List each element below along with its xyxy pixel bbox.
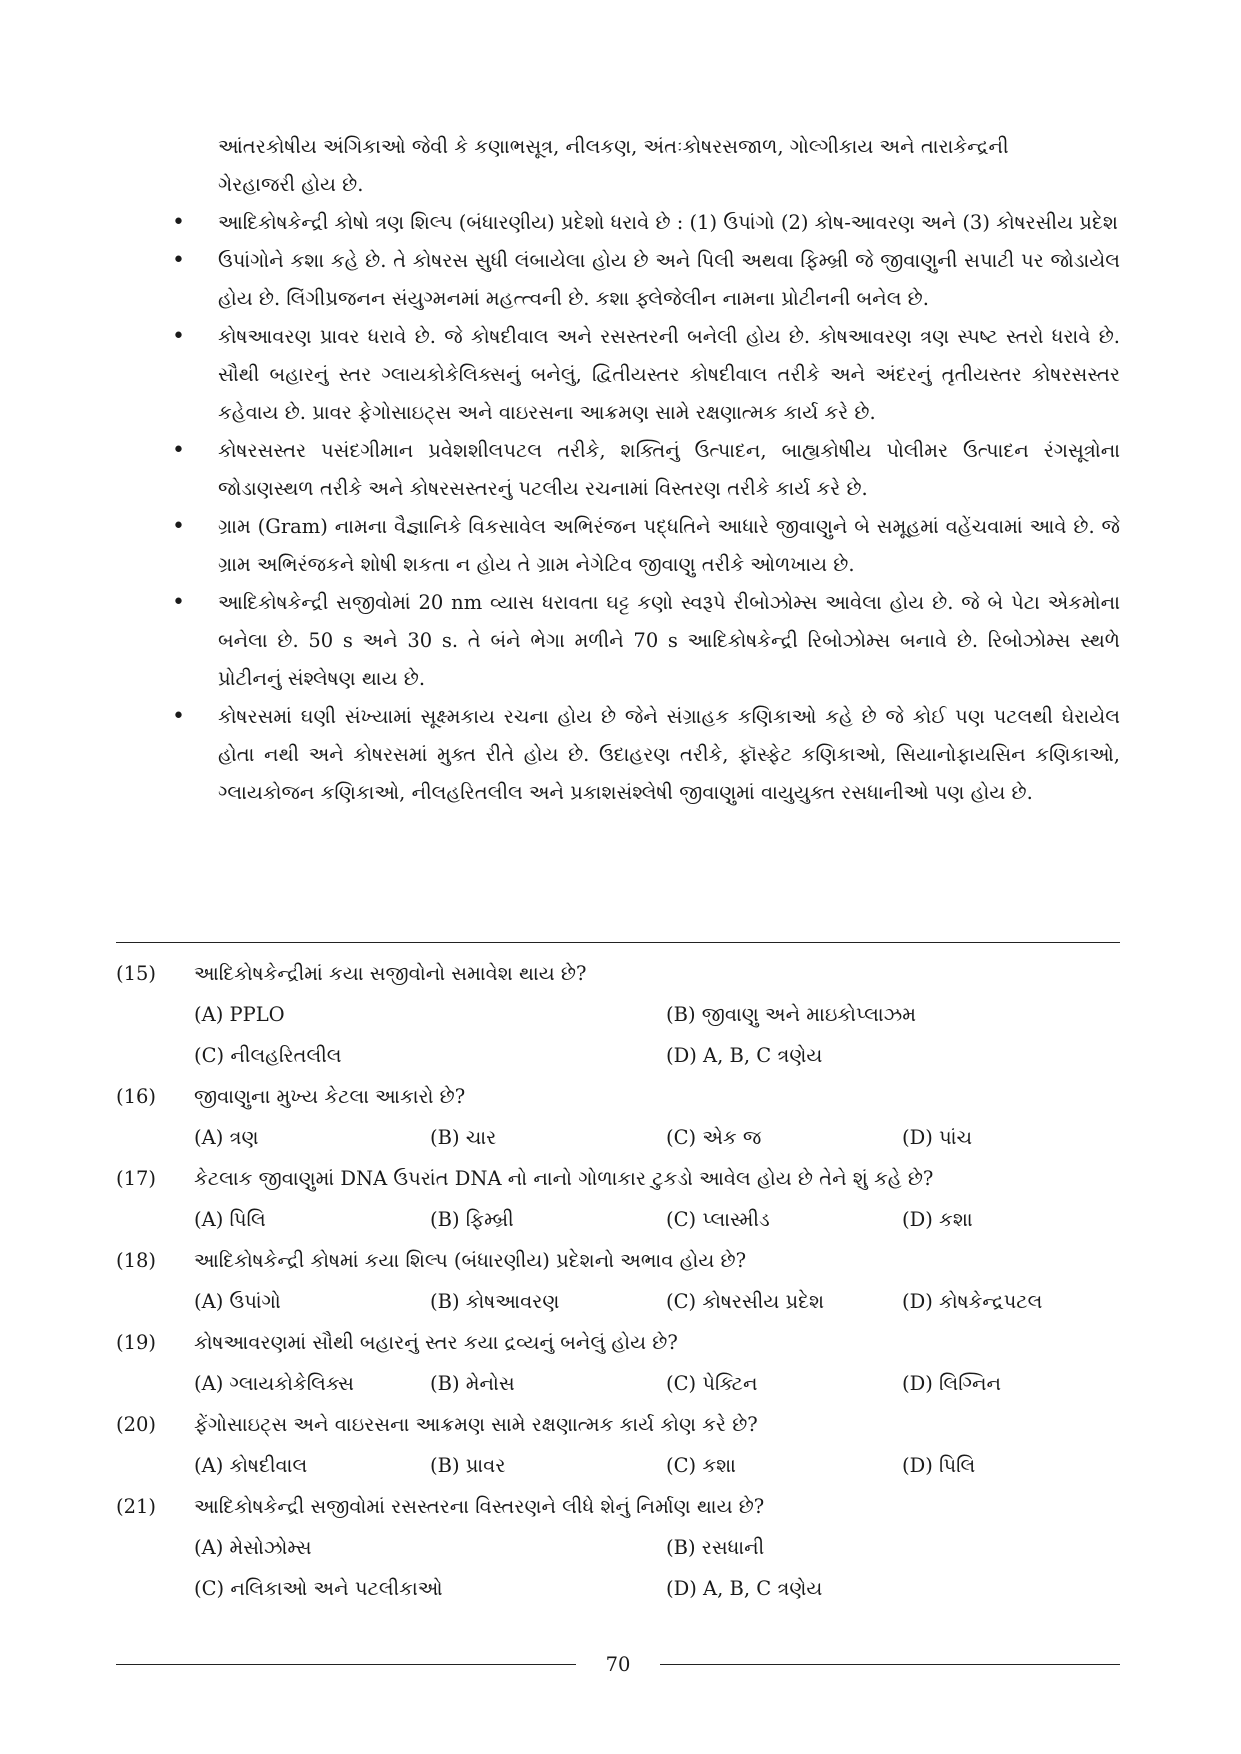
- answer-option: (D) A, B, C ત્રણેય: [666, 1577, 823, 1600]
- answer-option: (C) કશા: [666, 1454, 736, 1477]
- bullet-item: [170, 584, 1120, 698]
- answer-option: (C) પ્લાસ્મીડ: [666, 1208, 770, 1231]
- question-text: ફેંગોસાઇટ્સ અને વાઇરસના આક્રમણ સામે રક્ષણાત્મક કાર્ય કોણ કરે છે?: [194, 1413, 758, 1436]
- question-text: આદિકોષકેન્દ્રી સજીવોમાં રસસ્તરના વિસ્તરણને લીધે શેનું નિર્માણ થાય છે?: [194, 1495, 765, 1518]
- section-divider: [116, 942, 1120, 943]
- question-list: [116, 953, 1120, 1609]
- options-row: [194, 1363, 1120, 1404]
- options-row: [194, 1445, 1120, 1486]
- question-stem: [116, 1076, 1120, 1117]
- answer-option: (B) મેનોસ: [430, 1372, 515, 1395]
- question-text: કોષઆવરણમાં સૌથી બહારનું સ્તર કયા દ્રવ્યનું બનેલું હોય છે?: [194, 1331, 678, 1354]
- bullet-item: [170, 318, 1120, 432]
- answer-option: (D) કોષકેન્દ્રપટલ: [902, 1290, 1043, 1313]
- question-number: (20): [116, 1413, 157, 1436]
- answer-option: (C) પેક્ટિન: [666, 1372, 758, 1395]
- question-item: [116, 953, 1120, 1076]
- answer-option: (A) ગ્લાયકોકેલિક્સ: [194, 1372, 354, 1395]
- bullet-dot-icon: •: [172, 704, 185, 729]
- answer-option: (D) લિગ્નિન: [902, 1372, 1001, 1395]
- summary-notes: [170, 128, 1120, 812]
- question-text: જીવાણુના મુખ્ય કેટલા આકારો છે?: [194, 1085, 466, 1108]
- question-text: કેટલાક જીવાણુમાં DNA ઉપરાંત DNA નો નાનો ગોળાકાર ટુકડો આવેલ હોય છે તેને શું કહે છે?: [194, 1167, 934, 1190]
- answer-option: (A) મેસોઝોમ્સ: [194, 1536, 312, 1559]
- question-item: [116, 1240, 1120, 1322]
- question-number: (16): [116, 1085, 157, 1108]
- answer-option: (B) ફિમ્બ્રી: [430, 1208, 514, 1231]
- intro-line-1: આંતરકોષીય અંગિકાઓ જેવી કે કણાભસૂત્ર, નીલકણ, અંતઃકોષરસજાળ, ગોલ્ગીકાય અને તારાકેન્દ્રની: [218, 135, 1009, 158]
- question-stem: [116, 1486, 1120, 1527]
- bullet-dot-icon: •: [172, 248, 185, 273]
- intro-line-2: ગેરહાજરી હોય છે.: [218, 173, 364, 196]
- bullet-text: આદિકોષકેન્દ્રી સજીવોમાં 20 nm વ્યાસ ધરાવતા ઘટ્ટ કણો સ્વરૂપે રીબોઝોમ્સ આવેલા હોય છે. જે બે પેટા એકમોના બનેલા છે. 50 s અને 30 s. તે બંને ભેગા મળીને 70 s આદિકોષકેન્દ્રી રિબોઝોમ્સ બનાવે છે. રિબોઝોમ્સ સ્થળે પ્રોટીનનું સંશ્લેષણ થાય છે.: [218, 591, 1120, 690]
- question-number: (18): [116, 1249, 157, 1272]
- answer-option: (B) પ્રાવર: [430, 1454, 506, 1477]
- page-number: 70: [605, 1653, 631, 1676]
- question-stem: [116, 1404, 1120, 1445]
- answer-option: (D) પાંચ: [902, 1126, 973, 1149]
- question-item: [116, 1158, 1120, 1240]
- answer-option: (B) કોષઆવરણ: [430, 1290, 560, 1313]
- question-text: આદિકોષકેન્દ્રીમાં કયા સજીવોનો સમાવેશ થાય છે?: [194, 962, 587, 985]
- question-number: (19): [116, 1331, 157, 1354]
- bullet-dot-icon: •: [172, 514, 185, 539]
- options-row: [194, 1199, 1120, 1240]
- question-stem: [116, 1240, 1120, 1281]
- answer-option: (C) નીલહરિતલીલ: [194, 1044, 342, 1067]
- answer-option: (A) ઉપાંગો: [194, 1290, 281, 1313]
- options-row: [194, 994, 1120, 1035]
- footer-rule-right: [660, 1664, 1120, 1665]
- bullet-item: [170, 508, 1120, 584]
- answer-option: (A) ત્રણ: [194, 1126, 259, 1149]
- options-row: [194, 1281, 1120, 1322]
- bullet-item: [170, 204, 1120, 242]
- bullet-dot-icon: •: [172, 324, 185, 349]
- bullet-item: [170, 698, 1120, 812]
- options-row: [194, 1035, 1120, 1076]
- page-footer: [116, 1650, 1120, 1680]
- bullet-list: [170, 204, 1120, 812]
- answer-option: (C) કોષરસીય પ્રદેશ: [666, 1290, 825, 1313]
- question-item: [116, 1076, 1120, 1158]
- answer-option: (B) રસધાની: [666, 1536, 765, 1559]
- options-row: [194, 1527, 1120, 1568]
- question-item: [116, 1404, 1120, 1486]
- question-stem: [116, 953, 1120, 994]
- options-row: [194, 1117, 1120, 1158]
- answer-option: (A) પિલિ: [194, 1208, 266, 1231]
- answer-option: (C) એક જ: [666, 1126, 762, 1149]
- bullet-dot-icon: •: [172, 438, 185, 463]
- bullet-text: કોષરસમાં ઘણી સંખ્યામાં સૂક્ષ્મકાય રચના હોય છે જેને સંગ્રાહક કણિકાઓ કહે છે જે કોઈ પણ પટલથી ઘેરાયેલ હોતા નથી અને કોષરસમાં મુક્ત રીતે હોય છે. ઉદાહરણ તરીકે, ફૉસ્ફેટ કણિકાઓ, સિયાનોફાયસિન કણિકાઓ, ગ્લાયકોજન કણિકાઓ, નીલહરિતલીલ અને પ્રકાશસંશ્લેષી જીવાણુમાં વાયુયુક્ત રસધાનીઓ પણ હોય છે.: [218, 705, 1120, 804]
- question-stem: [116, 1158, 1120, 1199]
- answer-option: (D) કશા: [902, 1208, 973, 1231]
- bullet-text: કોષઆવરણ પ્રાવર ધરાવે છે. જે કોષદીવાલ અને રસસ્તરની બનેલી હોય છે. કોષઆવરણ ત્રણ સ્પષ્ટ સ્તરો ધરાવે છે. સૌથી બહારનું સ્તર ગ્લાયકોકેલિક્સનું બનેલું, દ્વિતીયસ્તર કોષદીવાલ તરીકે અને અંદરનું તૃતીયસ્તર કોષરસસ્તર કહેવાય છે. પ્રાવર ફેગોસાઇટ્સ અને વાઇરસના આક્રમણ સામે રક્ષણાત્મક કાર્ય કરે છે.: [218, 325, 1120, 424]
- question-item: [116, 1486, 1120, 1609]
- bullet-text: આદિકોષકેન્દ્રી કોષો ત્રણ શિલ્પ (બંધારણીય) પ્રદેશો ધરાવે છે : (1) ઉપાંગો (2) કોષ-આવરણ અને (3) કોષરસીય પ્રદેશ: [218, 211, 1118, 234]
- answer-option: (A) PPLO: [194, 1003, 285, 1026]
- bullet-item: [170, 242, 1120, 318]
- answer-option: (D) A, B, C ત્રણેય: [666, 1044, 823, 1067]
- question-text: આદિકોષકેન્દ્રી કોષમાં કયા શિલ્પ (બંધારણીય) પ્રદેશનો અભાવ હોય છે?: [194, 1249, 747, 1272]
- options-row: [194, 1568, 1120, 1609]
- question-item: [116, 1322, 1120, 1404]
- intro-paragraph: [218, 128, 1120, 204]
- question-number: (17): [116, 1167, 157, 1190]
- answer-option: (C) નલિકાઓ અને પટલીકાઓ: [194, 1577, 443, 1600]
- question-stem: [116, 1322, 1120, 1363]
- answer-option: (B) જીવાણુ અને માઇકોપ્લાઝમ: [666, 1003, 917, 1026]
- question-number: (15): [116, 962, 157, 985]
- bullet-text: ઉપાંગોને કશા કહે છે. તે કોષરસ સુધી લંબાયેલા હોય છે અને પિલી અથવા ફિમ્બ્રી જે જીવાણુની સપાટી પર જોડાયેલ હોય છે. લિંગીપ્રજનન સંયુગ્મનમાં મહત્ત્વની છે. કશા ફ્લેજેલીન નામના પ્રોટીનની બનેલ છે.: [218, 249, 1120, 310]
- bullet-dot-icon: •: [172, 210, 185, 235]
- answer-option: (D) પિલિ: [902, 1454, 976, 1477]
- answer-option: (A) કોષદીવાલ: [194, 1454, 308, 1477]
- bullet-dot-icon: •: [172, 590, 185, 615]
- bullet-text: કોષરસસ્તર પસંદગીમાન પ્રવેશશીલપટલ તરીકે, શક્તિનું ઉત્પાદન, બાહ્યકોષીય પોલીમર ઉત્પાદન રંગસૂત્રોના જોડાણસ્થળ તરીકે અને કોષરસસ્તરનું પટલીય રચનામાં વિસ્તરણ તરીકે કાર્ય કરે છે.: [218, 439, 1120, 500]
- question-number: (21): [116, 1495, 157, 1518]
- answer-option: (B) ચાર: [430, 1126, 497, 1149]
- bullet-item: [170, 432, 1120, 508]
- bullet-text: ગ્રામ (Gram) નામના વૈજ્ઞાનિકે વિકસાવેલ અભિરંજન પદ્ધતિને આધારે જીવાણુને બે સમૂહમાં વહેંચવામાં આવે છે. જે ગ્રામ અભિરંજકને શોષી શકતા ન હોય તે ગ્રામ નેગેટિવ જીવાણુ તરીકે ઓળખાય છે.: [218, 515, 1120, 576]
